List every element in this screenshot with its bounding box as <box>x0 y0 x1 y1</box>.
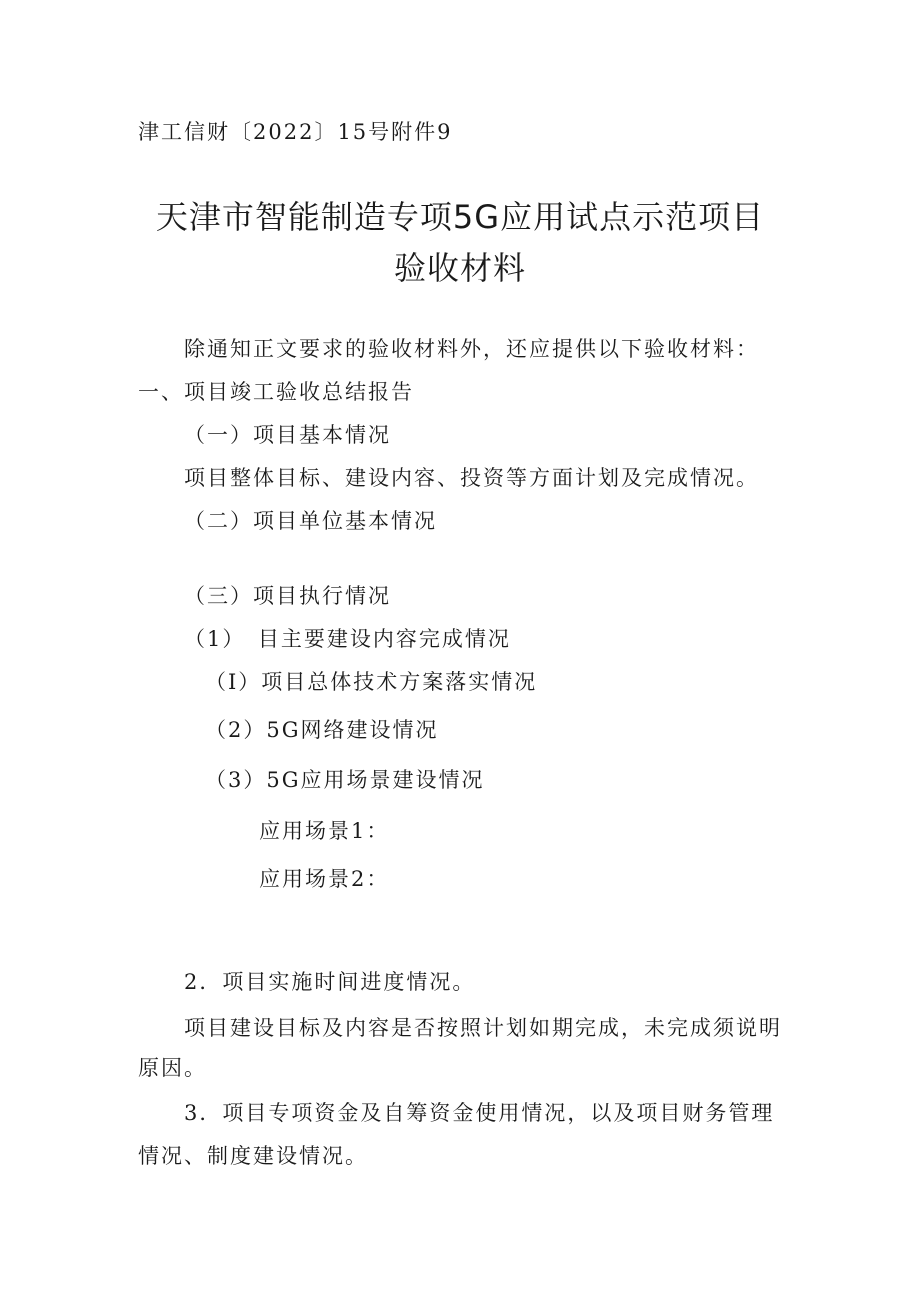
item-3-line1: 3．项目专项资金及自筹资金使用情况，以及项目财务管理 <box>184 1101 775 1125</box>
subsection-1-heading: （一）项目基本情况 <box>184 423 391 447</box>
scene-2: 应用场景2： <box>259 867 390 891</box>
subsection-2-heading: （二）项目单位基本情况 <box>184 509 437 533</box>
intro-paragraph: 除通知正文要求的验收材料外，还应提供以下验收材料： <box>184 337 759 361</box>
document-number: 津工信财〔2022〕15号附件9 <box>138 120 453 144</box>
scene-1: 应用场景1： <box>259 819 390 843</box>
item-1-2: （2）5G网络建设情况 <box>205 718 439 742</box>
subsection-3-heading: （三）项目执行情况 <box>184 584 391 608</box>
section-heading-1: 一、项目竣工验收总结报告 <box>138 380 414 404</box>
item-1-1: （I）项目总体技术方案落实情况 <box>205 670 538 694</box>
subsection-1-text: 项目整体目标、建设内容、投资等方面计划及完成情况。 <box>184 466 759 490</box>
page-title-line2: 验收材料 <box>393 249 526 287</box>
item-1-3: （3）5G应用场景建设情况 <box>205 768 485 792</box>
page-title-line1: 天津市智能制造专项5G应用试点示范项目 <box>155 198 765 236</box>
item-2-text-line1: 项目建设目标及内容是否按照计划如期完成，未完成须说明 <box>184 1016 782 1040</box>
item-2-text-line2: 原因。 <box>138 1056 207 1080</box>
item-2-heading: 2．项目实施时间进度情况。 <box>184 970 476 994</box>
item-1-heading: （1） 目主要建设内容完成情况 <box>184 627 511 651</box>
item-3-line2: 情况、制度建设情况。 <box>138 1144 368 1168</box>
